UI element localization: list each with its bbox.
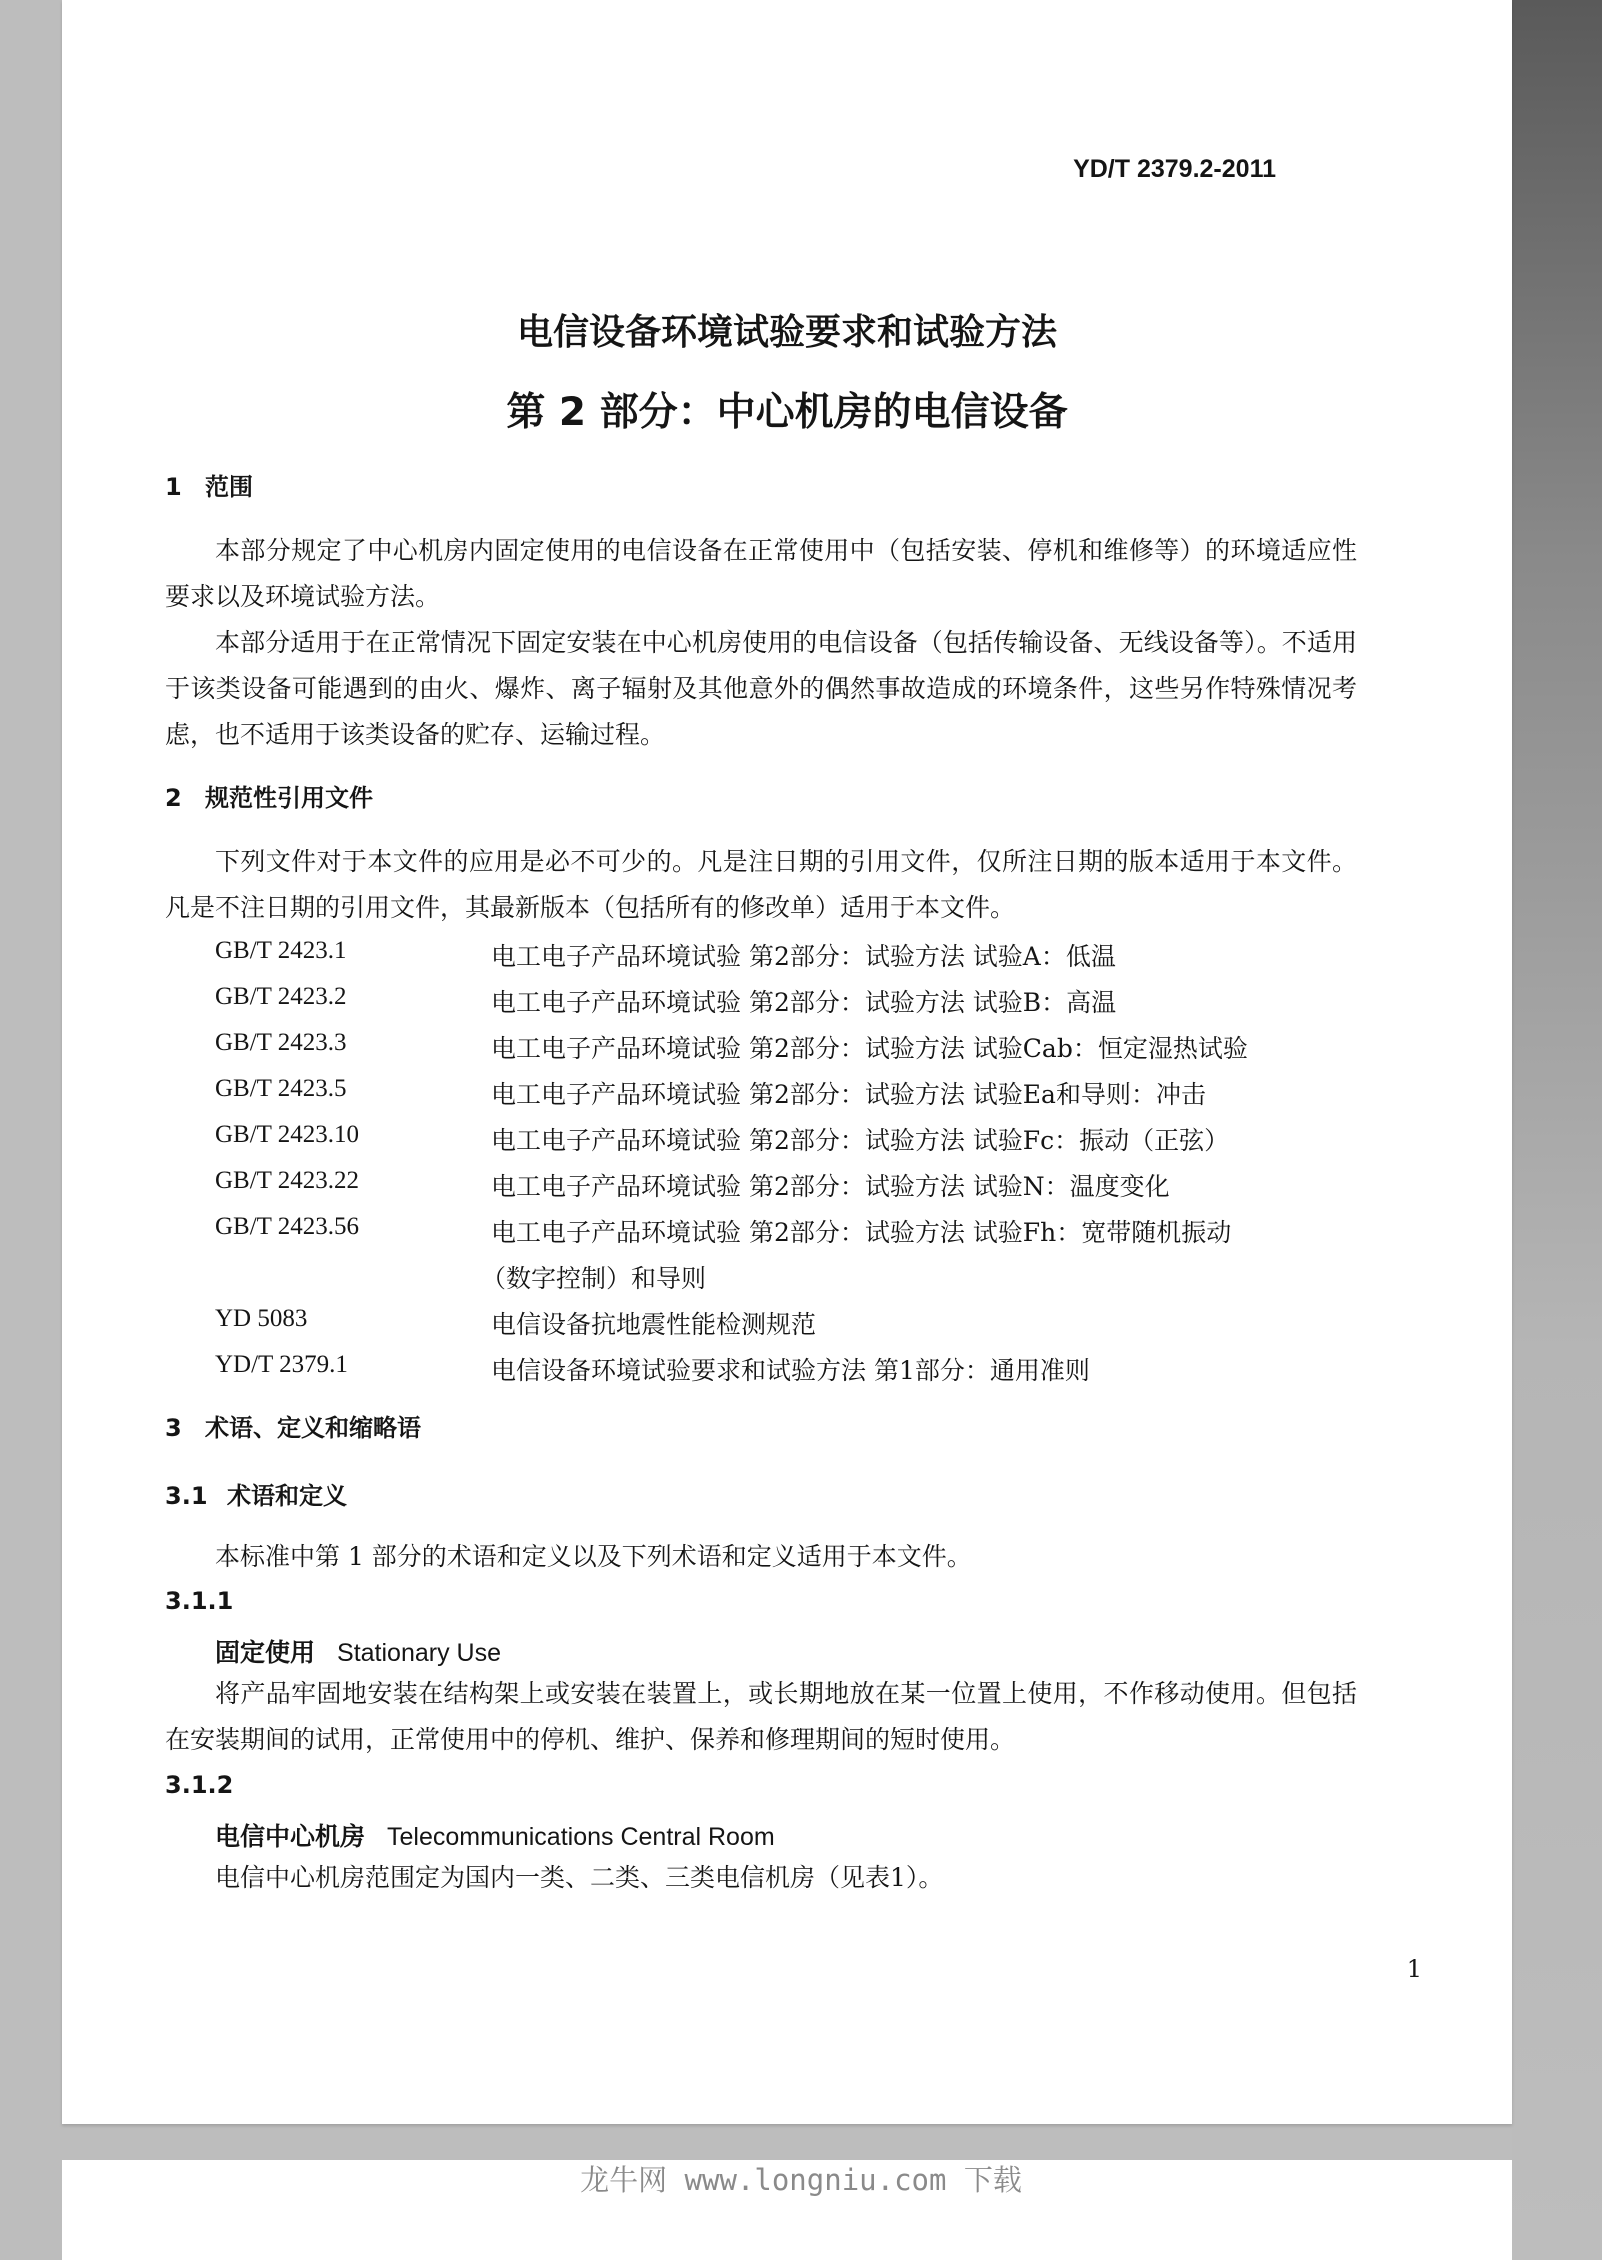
heading-1 [165,467,253,502]
reference-code: GB/T 2423.22 [215,1167,359,1194]
reference-title: 电工电子产品环境试验 第2部分：试验方法 试验N：温度变化 [491,1172,1170,1201]
heading-text: 术语和定义 [227,1482,347,1510]
heading-text: 范围 [205,473,253,501]
reference-title: 电信设备环境试验要求和试验方法 第1部分：通用准则 [491,1356,1090,1385]
reference-code: GB/T 2423.10 [215,1121,359,1148]
heading-text: 规范性引用文件 [205,784,373,812]
definition: 将产品牢固地安装在结构架上或安装在装置上，或长期地放在某一位置上使用，不作移动使用。但包括在安装期间的试用，正常使用中的停机、维护、保养和修理期间的短时使用。 [165,1679,1357,1754]
reference-code: GB/T 2423.1 [215,937,347,964]
term-central-room [215,1817,775,1853]
heading-text: 术语、定义和缩略语 [205,1414,421,1442]
reference-title: 电工电子产品环境试验 第2部分：试验方法 试验B：高温 [491,988,1117,1017]
reference-title-continued: （数字控制）和导则 [481,1264,707,1293]
term-zh: 固定使用 [215,1638,316,1667]
reference-code: YD/T 2379.1 [215,1351,348,1378]
document-page [62,0,1512,2124]
watermark: 龙牛网 www.longniu.com 下载 [580,2163,1022,2197]
paragraph: 本部分适用于在正常情况下固定安装在中心机房使用的电信设备（包括传输设备、无线设备等）。不适用于该类设备可能遇到的由火、爆炸、离子辐射及其他意外的偶然事故造成的环境条件，这些另作特殊情况考虑，也不适用于该类设备的贮存、运输过程。 [165,628,1357,749]
heading-3-1 [165,1476,347,1511]
heading-number: 2 [165,784,182,812]
reference-code: GB/T 2423.3 [215,1029,347,1056]
paragraph: 下列文件对于本文件的应用是必不可少的。凡是注日期的引用文件，仅所注日期的版本适用于本文件。凡是不注日期的引用文件，其最新版本（包括所有的修改单）适用于本文件。 [165,847,1357,922]
reference-title: 电工电子产品环境试验 第2部分：试验方法 试验Fh：宽带随机振动 [491,1218,1232,1247]
heading-2 [165,778,373,813]
term-en: Stationary Use [337,1639,501,1667]
paragraph: 本部分规定了中心机房内固定使用的电信设备在正常使用中（包括安装、停机和维修等）的环境适应性要求以及环境试验方法。 [165,536,1357,611]
reference-title: 电工电子产品环境试验 第2部分：试验方法 试验Ea和导则：冲击 [491,1080,1206,1109]
reference-code: GB/T 2423.2 [215,983,347,1010]
definition: 电信中心机房范围定为国内一类、二类、三类电信机房（见表1）。 [215,1863,944,1892]
heading-number: 1 [165,473,182,501]
term-en: Telecommunications Central Room [387,1823,775,1851]
paragraph: 本标准中第 1 部分的术语和定义以及下列术语和定义适用于本文件。 [215,1542,972,1571]
viewer-background-right [1512,0,1602,2244]
term-zh: 电信中心机房 [215,1822,366,1851]
clause-3-1-1: 3.1.1 [165,1587,234,1615]
reference-title: 电工电子产品环境试验 第2部分：试验方法 试验A：低温 [491,942,1116,971]
standard-number: YD/T 2379.2-2011 [1073,155,1276,183]
heading-number: 3 [165,1414,182,1442]
term-stationary-use [215,1633,501,1669]
document-subtitle: 第 2 部分：中心机房的电信设备 [506,390,1068,435]
reference-title: 电工电子产品环境试验 第2部分：试验方法 试验Cab：恒定湿热试验 [491,1034,1248,1063]
clause-3-1-2: 3.1.2 [165,1771,234,1799]
heading-3 [165,1408,421,1443]
reference-code: YD 5083 [215,1305,308,1332]
page-number: 1 [1406,1955,1422,1983]
document-title: 电信设备环境试验要求和试验方法 [516,312,1057,353]
reference-title: 电工电子产品环境试验 第2部分：试验方法 试验Fc：振动（正弦） [491,1126,1230,1155]
reference-code: GB/T 2423.56 [215,1213,359,1240]
heading-number: 3.1 [165,1482,208,1510]
reference-code: GB/T 2423.5 [215,1075,347,1102]
reference-title: 电信设备抗地震性能检测规范 [491,1310,817,1339]
